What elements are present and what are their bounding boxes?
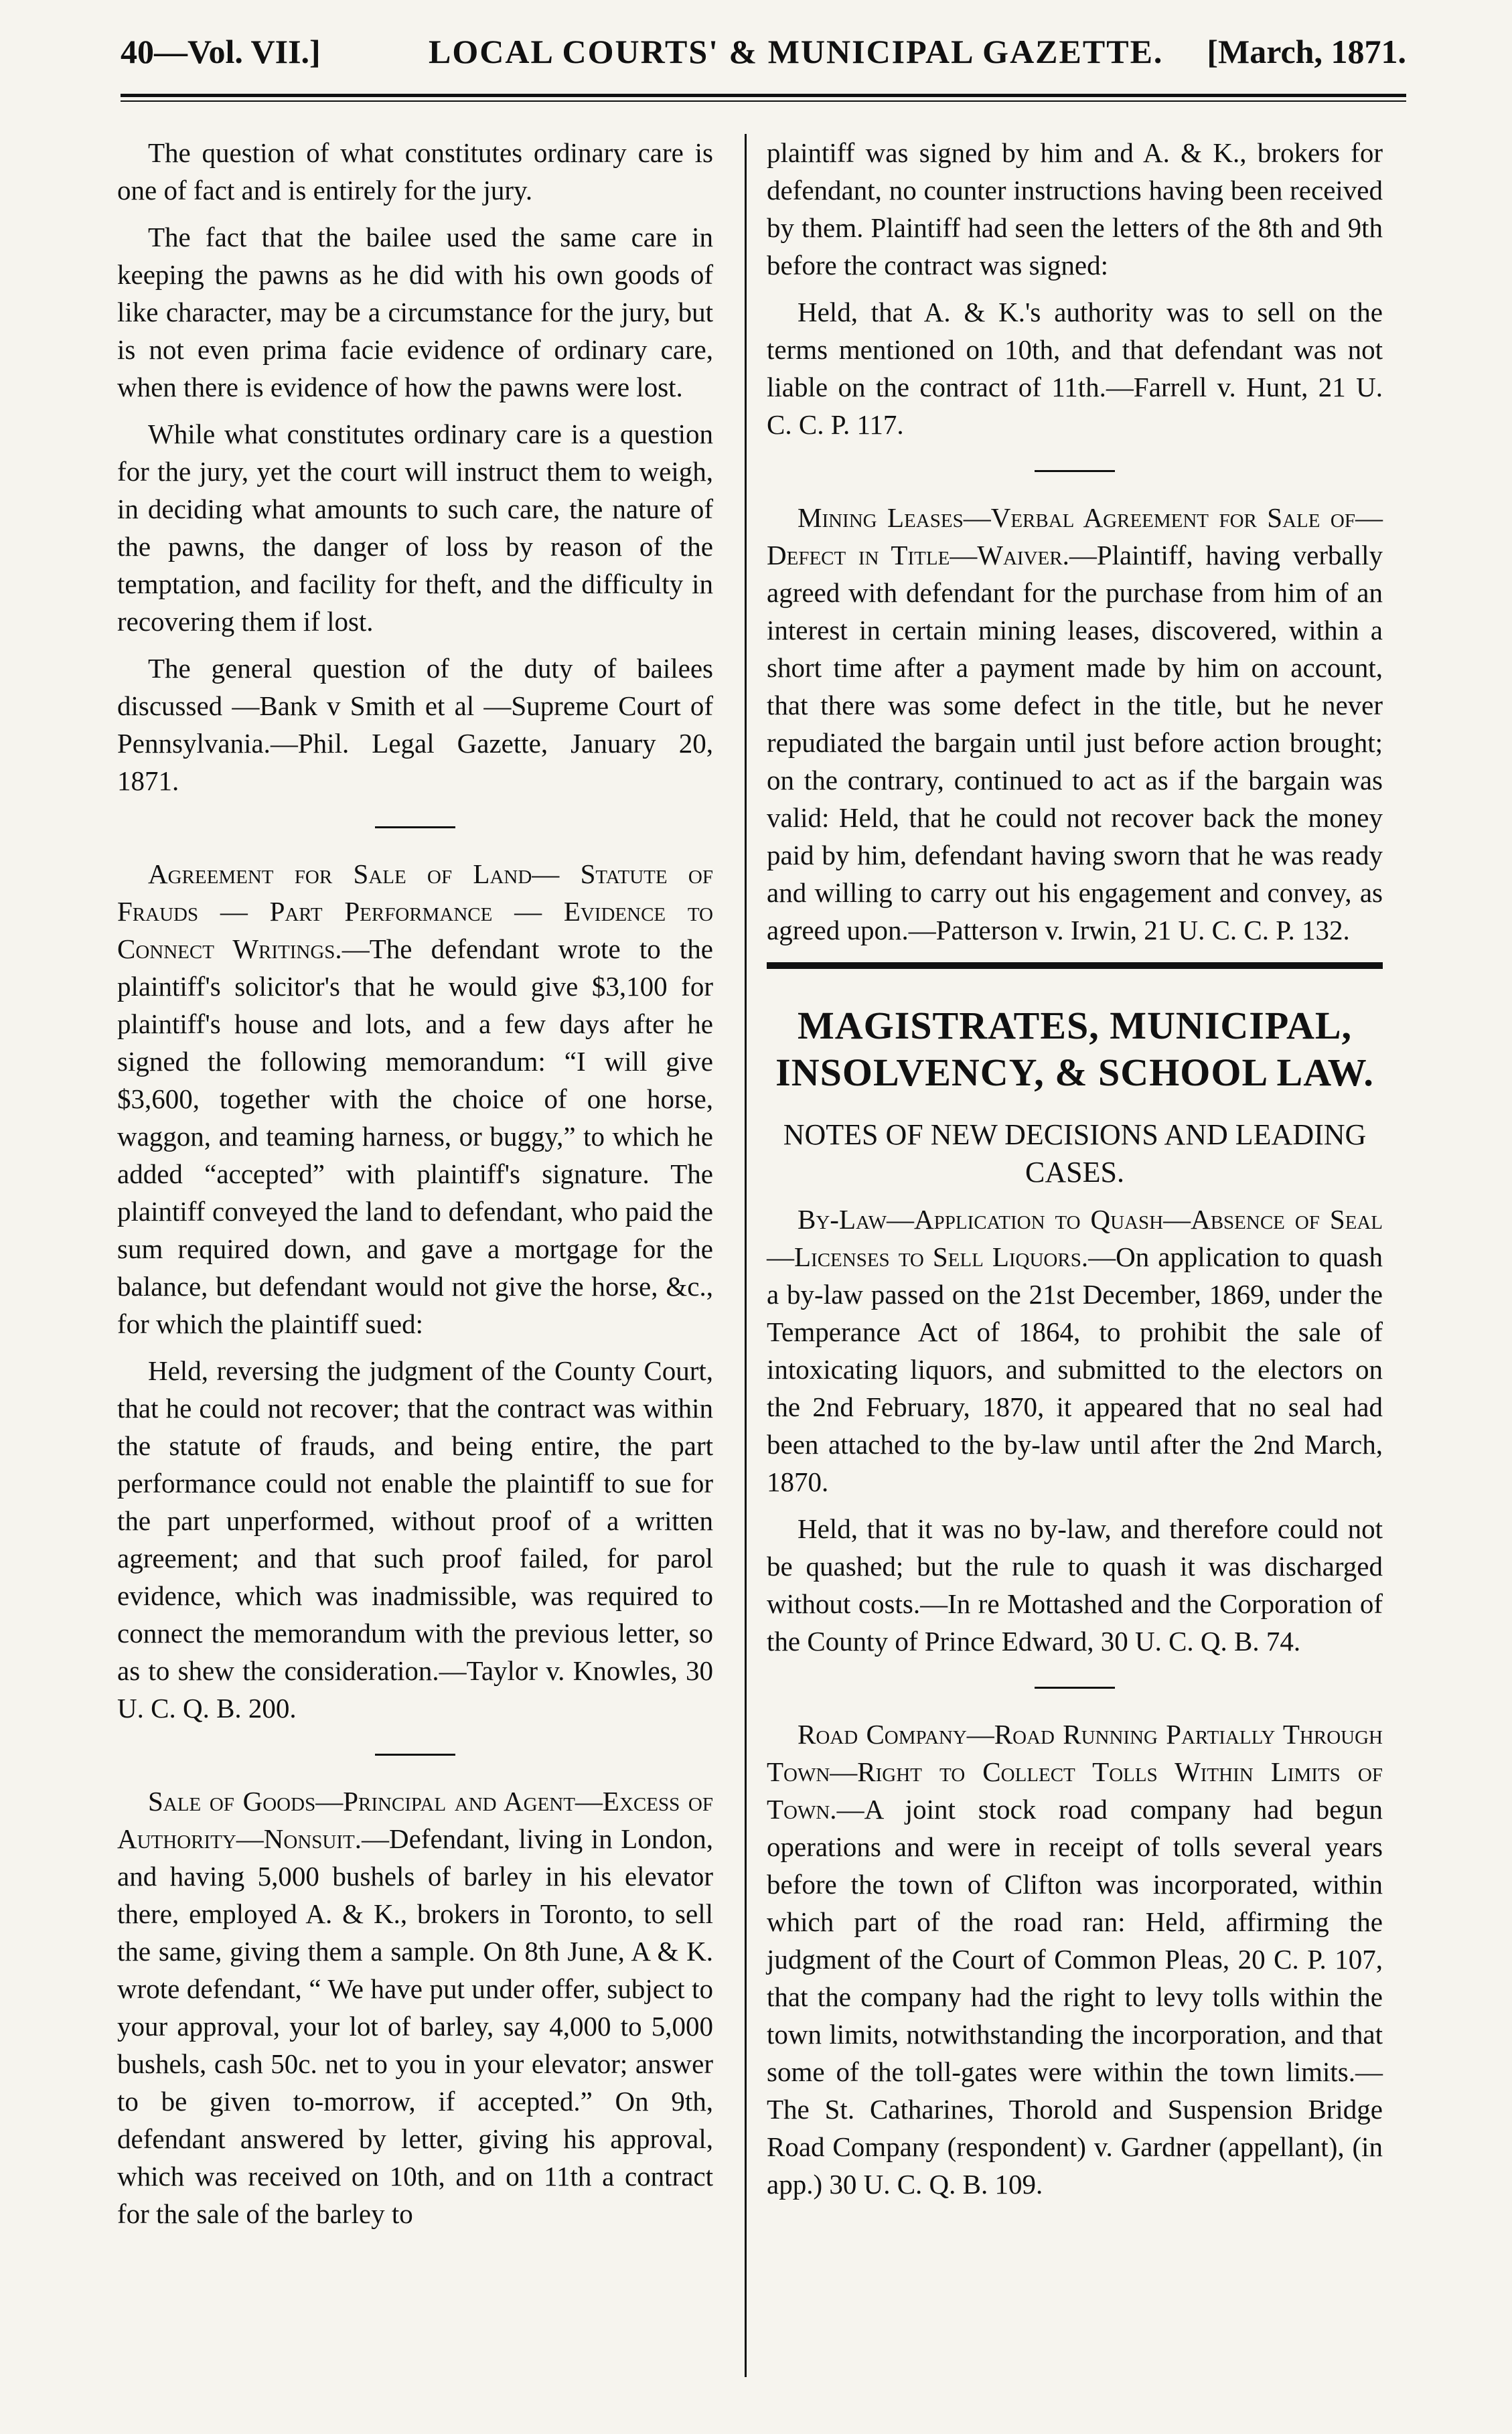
column-divider	[745, 134, 747, 2377]
gazette-title: LOCAL COURTS' & MUNICIPAL GAZETTE.	[429, 33, 1164, 70]
case-heading: Agreement for Sale of Land— Statute of Frauds — Part Performance — Evidence to Connect Writings.	[117, 858, 713, 964]
case-text: —The defendant wrote to the plaintiff's solicitor's that he would give $3,100 for plaintiff's house and lots, and a few days after he signed the following memorandum: “I will give $3,600, together with the choice of one horse, waggon, and teaming harness, or buggy,” to which he added “accepted” with plaintiff's signature. The plaintiff conveyed the land to defendant, who paid the sum required down, and gave a mortgage for the balance, but defendant would not give the horse, &c., for which the plaintiff sued:	[117, 933, 713, 1339]
case-text: —On application to quash a by-law passed on the 21st December, 1869, under the Temperance Act of 1864, to prohibit the sale of intoxicating liquors, and submitted to the electors on the 2nd February, 1870, it appeared that no seal had been attached to the by-law until after the 2nd March, 1870.	[767, 1241, 1383, 1497]
case-holding: Held, that A. & K.'s authority was to sell on the terms mentioned on 10th, and that defendant was not liable on the contract of 11th.—Farrell v. Hunt, 21 U. C. C. P. 117.	[767, 297, 1383, 440]
section-rule	[767, 962, 1383, 969]
paragraph: The question of what constitutes ordinary care is one of fact and is entirely for the jury.	[117, 137, 713, 206]
issue-date: [March, 1871.	[1207, 33, 1406, 70]
paragraph: The fact that the bailee used the same care in keeping the pawns as he did with his own goods of like character, may be a circumstance for the jury, but is not even prima facie evidence of ordinary care, when there is evidence of how the pawns were lost.	[117, 222, 713, 402]
section-separator	[1035, 470, 1115, 472]
case-entry	[767, 1201, 1383, 1501]
page-header	[121, 32, 1406, 86]
case-text: —Defendant, living in London, and having 5,000 bushels of barley in his elevator there, employed A. & K., brokers in Toronto, to sell the same, giving them a sample. On 8th June, A & K. wrote defendant, “ We have put under offer, subject to your approval, your lot of barley, say 4,000 to 5,000 bushels, cash 50c. net to you in your elevator; answer to be given to-morrow, if accepted.” On 9th, defendant answered by letter, giving his approval, which was received on 10th, and on 11th a contract for the sale of the barley to	[117, 1823, 713, 2229]
case-holding: Held, that it was no by-law, and therefore could not be quashed; but the rule to quash it was discharged without costs.—In re Mottashed and the Corporation of the County of Prince Edward, 30 U. C. Q. B. 74.	[767, 1513, 1383, 1657]
right-column	[767, 134, 1383, 2212]
case-entry	[767, 1716, 1383, 2203]
section-title: MAGISTRATES, MUNICIPAL, INSOLVENCY, & SCHOOL LAW.	[775, 1004, 1374, 1094]
case-entry	[117, 1782, 713, 2232]
header-rule-thin	[121, 100, 1406, 102]
case-heading: Road Company—Road Running Partially Through Town—Right to Collect Tolls Within Limits of Town.	[767, 1719, 1383, 1825]
paragraph: The general question of the duty of bailees discussed —Bank v Smith et al —Supreme Court of Pennsylvania.—Phil. Legal Gazette, January 20, 1871.	[117, 653, 713, 796]
left-column	[117, 134, 713, 2242]
header-rule	[121, 94, 1406, 97]
case-text: —Plaintiff, having verbally agreed with defendant for the purchase from him of an interest in certain mining leases, discovered, within a short time after a payment made by him on account, that there was some defect in the title, but he never repudiated the bargain until just before action brought; on the contrary, continued to act as if the bargain was valid: Held, that he could not recover back the money paid by him, defendant having sworn that he was ready and willing to carry out his engagement and convey, as agreed upon.—Patterson v. Irwin, 21 U. C. C. P. 132.	[767, 540, 1383, 945]
paragraph: While what constitutes ordinary care is a question for the jury, yet the court will instruct them to weigh, in deciding what amounts to such care, the nature of the pawns, the danger of loss by reason of the temptation, and facility for theft, and the difficulty in recovering them if lost.	[117, 419, 713, 637]
case-heading: Sale of Goods—Principal and Agent—Excess of Authority—Nonsuit.	[117, 1786, 713, 1854]
case-entry	[767, 499, 1383, 949]
case-entry	[117, 855, 713, 1343]
case-heading: By-Law—Application to Quash—Absence of Seal—Licenses to Sell Liquors.	[767, 1204, 1383, 1272]
section-separator	[375, 1754, 455, 1756]
case-holding: Held, reversing the judgment of the County Court, that he could not recover; that the contract was within the statute of frauds, and being entire, the part performance could not enable the plaintiff to sue for the part unperformed, without proof of a written agreement; and that such proof failed, for parol evidence, which was inadmissible, was required to connect the memorandum with the previous letter, so as to shew the consideration.—Taylor v. Knowles, 30 U. C. Q. B. 200.	[117, 1355, 713, 1724]
paragraph: plaintiff was signed by him and A. & K., brokers for defendant, no counter instructions having been received by them. Plaintiff had seen the letters of the 8th and 9th before the contract was signed:	[767, 137, 1383, 281]
section-separator	[375, 826, 455, 828]
section-subtitle: NOTES OF NEW DECISIONS AND LEADING CASES.	[783, 1118, 1367, 1189]
volume-page-number: 40—Vol. VII.]	[121, 33, 321, 70]
section-separator	[1035, 1687, 1115, 1689]
case-heading: Mining Leases—Verbal Agreement for Sale of—Defect in Title—Waiver.	[767, 502, 1383, 571]
case-text: —A joint stock road company had begun operations and were in receipt of tolls several years before the town of Clifton was incorporated, within which part of the road ran: Held, affirming the judgment of the Court of Common Pleas, 20 C. P. 107, that the company had the right to levy tolls within the town limits, notwithstanding the incorporation, and that some of the toll-gates were within the town limits.—The St. Catharines, Thorold and Suspension Bridge Road Company (respondent) v. Gardner (appellant), (in app.) 30 U. C. Q. B. 109.	[767, 1794, 1383, 2200]
